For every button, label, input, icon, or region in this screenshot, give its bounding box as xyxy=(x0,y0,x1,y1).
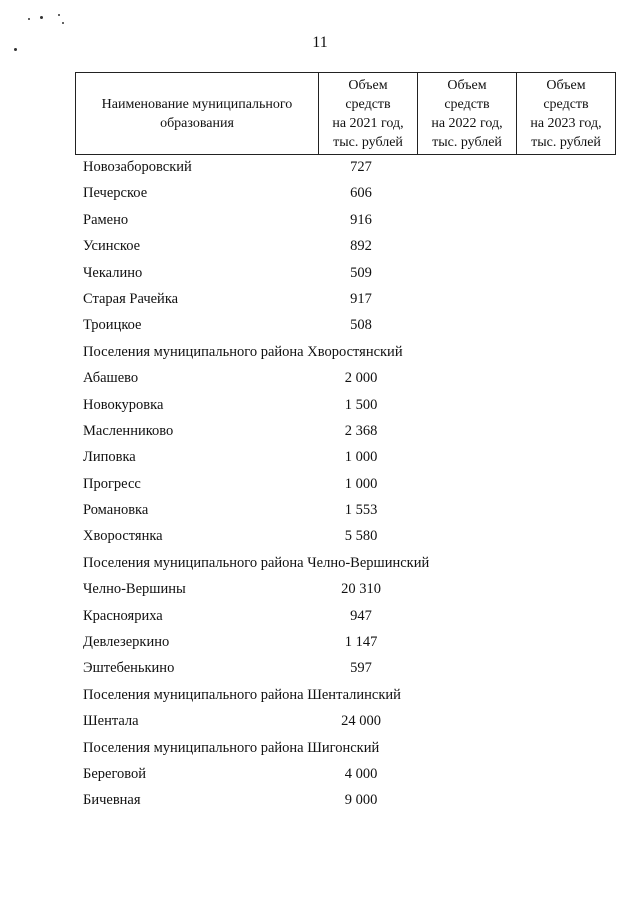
group-heading-row xyxy=(0,553,640,579)
municipality-name: Хворостянка xyxy=(83,528,163,545)
amount-2021: 892 xyxy=(350,238,372,255)
table-row xyxy=(0,236,640,262)
header-2023-line: на 2023 год, xyxy=(530,115,602,131)
table-header xyxy=(75,72,616,155)
table-row xyxy=(0,183,640,209)
table-row xyxy=(0,579,640,605)
amount-2021: 947 xyxy=(350,607,372,624)
amount-2021: 916 xyxy=(350,211,372,228)
municipality-name: Краснояриха xyxy=(83,607,163,624)
municipality-name: Усинское xyxy=(83,238,141,255)
amount-2021: 1 553 xyxy=(344,502,378,519)
amount-2021: 4 000 xyxy=(344,765,378,782)
municipality-name: Челно-Вершины xyxy=(83,581,186,598)
municipality-name: Троицкое xyxy=(83,317,142,334)
group-heading-row xyxy=(0,342,640,368)
table-row xyxy=(0,500,640,526)
amount-2021: 1 000 xyxy=(344,449,378,466)
municipality-name: Чекалино xyxy=(83,264,143,281)
table-row xyxy=(0,474,640,500)
header-2023-line: средств xyxy=(543,96,589,112)
amount-2021: 20 310 xyxy=(341,581,381,598)
table-row xyxy=(0,526,640,552)
municipality-name: Шентала xyxy=(83,713,139,730)
table-row xyxy=(0,658,640,684)
header-2022-line: тыс. рублей xyxy=(432,134,502,150)
header-2022-line: на 2022 год, xyxy=(431,115,503,131)
municipality-name: Романовка xyxy=(83,502,149,519)
municipality-name: Эштебенькино xyxy=(83,660,175,677)
page-number: 11 xyxy=(312,34,328,51)
scan-speck xyxy=(28,18,30,20)
group-heading-row xyxy=(0,738,640,764)
municipality-name: Бичевная xyxy=(83,792,141,809)
header-2021-line: средств xyxy=(345,96,391,112)
header-2021-line: Объем xyxy=(348,77,388,93)
amount-2021: 9 000 xyxy=(344,792,378,809)
table-row xyxy=(0,395,640,421)
amount-2021: 1 500 xyxy=(344,396,378,413)
table-row xyxy=(0,421,640,447)
amount-2021: 509 xyxy=(350,264,372,281)
header-2022-column xyxy=(418,73,517,155)
header-2022-line: средств xyxy=(444,96,490,112)
municipality-name: Абашево xyxy=(83,370,139,387)
table-row xyxy=(0,711,640,737)
table-row xyxy=(0,263,640,289)
municipality-name: Береговой xyxy=(83,765,147,782)
group-heading: Поселения муниципального района Хворостянский xyxy=(83,343,403,360)
header-2023-line: Объем xyxy=(546,77,586,93)
municipality-name: Девлезеркино xyxy=(83,634,170,651)
amount-2021: 2 000 xyxy=(344,370,378,387)
amount-2021: 1 000 xyxy=(344,475,378,492)
amount-2021: 5 580 xyxy=(344,528,378,545)
table-row xyxy=(0,315,640,341)
amount-2021: 2 368 xyxy=(344,422,378,439)
group-heading-row xyxy=(0,685,640,711)
table-body xyxy=(0,157,640,817)
amount-2021: 606 xyxy=(350,185,372,202)
group-heading: Поселения муниципального района Шенталинский xyxy=(83,686,401,703)
amount-2021: 24 000 xyxy=(341,713,381,730)
municipality-name: Печерское xyxy=(83,185,148,202)
municipality-name: Липовка xyxy=(83,449,136,466)
municipality-name: Старая Рачейка xyxy=(83,290,179,307)
header-2021-column xyxy=(319,73,418,155)
table-row xyxy=(0,368,640,394)
group-heading: Поселения муниципального района Шигонский xyxy=(83,739,380,756)
amount-2021: 917 xyxy=(350,290,372,307)
header-2021-line: тыс. рублей xyxy=(333,134,403,150)
header-2023-column xyxy=(517,73,616,155)
table-row xyxy=(0,790,640,816)
table-row xyxy=(0,210,640,236)
scan-speck xyxy=(58,14,60,16)
header-2021-line: на 2021 год, xyxy=(332,115,404,131)
municipality-name: Масленниково xyxy=(83,422,174,439)
scan-speck xyxy=(62,22,64,24)
header-2023-line: тыс. рублей xyxy=(531,134,601,150)
amount-2021: 1 147 xyxy=(344,634,378,651)
municipality-name: Рамено xyxy=(83,211,129,228)
table-row xyxy=(0,764,640,790)
amount-2021: 597 xyxy=(350,660,372,677)
group-heading: Поселения муниципального района Челно-Вершинский xyxy=(83,554,430,571)
table-row xyxy=(0,632,640,658)
table-row xyxy=(0,606,640,632)
amount-2021: 727 xyxy=(350,159,372,175)
table-row xyxy=(0,289,640,315)
table-row xyxy=(0,447,640,473)
municipality-name: Новозаборовский xyxy=(83,159,192,175)
municipality-name: Новокуровка xyxy=(83,396,164,413)
header-name-column: Наименование муниципального образования xyxy=(76,73,319,155)
scan-speck xyxy=(40,16,43,19)
table-row xyxy=(0,157,640,183)
header-2022-line: Объем xyxy=(447,77,487,93)
municipality-name: Прогресс xyxy=(83,475,141,492)
amount-2021: 508 xyxy=(350,317,372,334)
